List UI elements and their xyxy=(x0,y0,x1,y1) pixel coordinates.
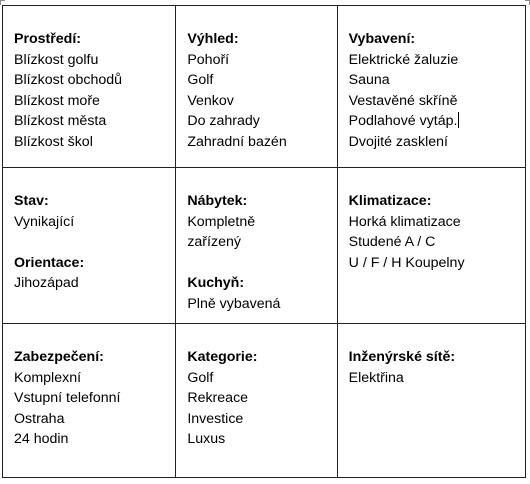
list-item: zařízený xyxy=(187,234,241,250)
heading-vyhled: Výhled: xyxy=(187,31,239,47)
list-item: Kompletně xyxy=(187,213,256,230)
list-item: Pohoří xyxy=(187,51,230,68)
cell-klimatizace xyxy=(337,168,525,324)
list-item: Rekreace xyxy=(187,390,249,406)
list-item: Plně vybavená xyxy=(187,295,281,312)
table-row xyxy=(3,168,526,324)
list-item: Blízkost golfu xyxy=(14,51,99,68)
list-item: U / F / H Koupelny xyxy=(348,254,465,271)
heading-stav: Stav: xyxy=(14,193,49,209)
list-item: Vestavěné skříně xyxy=(348,92,458,109)
list-item: Studené A / C xyxy=(348,234,436,250)
list-item: Horká klimatizace xyxy=(348,213,461,230)
heading-inzenyrske-site: Inženýrské sítě: xyxy=(348,349,456,365)
heading-zabezpeceni: Zabezpečení: xyxy=(14,349,104,365)
cell-vyhled xyxy=(176,6,337,168)
list-item: Komplexní xyxy=(14,369,82,386)
heading-kuchyn: Kuchyň: xyxy=(187,275,245,291)
cell-zabezpeceni xyxy=(3,324,176,478)
cell-kategorie xyxy=(176,324,337,478)
heading-klimatizace: Klimatizace: xyxy=(348,193,432,209)
cell-prostredi xyxy=(3,6,176,168)
cell-inzenyrske-site xyxy=(337,324,525,478)
list-item: Sauna xyxy=(348,72,390,88)
list-item: Zahradní bazén xyxy=(187,133,287,150)
cell-nabytek-kuchyn xyxy=(176,168,337,324)
list-item: Luxus xyxy=(187,431,226,447)
blank-line xyxy=(14,232,175,253)
heading-vybaveni: Vybavení: xyxy=(348,31,416,47)
table-row xyxy=(3,6,526,168)
property-features-table xyxy=(2,5,526,478)
list-item: Blízkost moře xyxy=(14,92,100,109)
list-item: 24 hodin xyxy=(14,431,69,447)
blank-line xyxy=(187,253,336,274)
list-item: Elektrické žaluzie xyxy=(348,51,459,68)
text-cursor xyxy=(458,112,459,128)
heading-kategorie: Kategorie: xyxy=(187,349,258,365)
cell-stav-orientace xyxy=(3,168,176,324)
list-item: Golf xyxy=(187,72,214,88)
cell-vybaveni xyxy=(337,6,525,168)
list-item: Blízkost obchodů xyxy=(14,72,123,88)
list-item: Investice xyxy=(187,410,244,427)
list-item: Blízkost škol xyxy=(14,133,93,150)
list-item: Venkov xyxy=(187,92,234,109)
list-item: Jihozápad xyxy=(14,275,79,291)
heading-nabytek: Nábytek: xyxy=(187,193,248,209)
heading-prostredi: Prostředí: xyxy=(14,31,82,47)
list-item: Ostraha xyxy=(14,410,65,427)
list-item: Blízkost města xyxy=(14,113,107,129)
list-item: Vstupní telefonní xyxy=(14,390,121,406)
list-item: Vynikající xyxy=(14,213,75,230)
list-item-with-cursor[interactable] xyxy=(349,111,525,132)
list-item: Elektřina xyxy=(348,369,404,386)
list-item: Do zahrady xyxy=(187,113,260,129)
list-item: Dvojité zasklení xyxy=(348,133,448,150)
table-row xyxy=(3,324,526,478)
heading-orientace: Orientace: xyxy=(14,254,85,271)
list-item: Golf xyxy=(187,369,214,386)
list-item[interactable]: Podlahové vytáp. xyxy=(348,113,458,129)
